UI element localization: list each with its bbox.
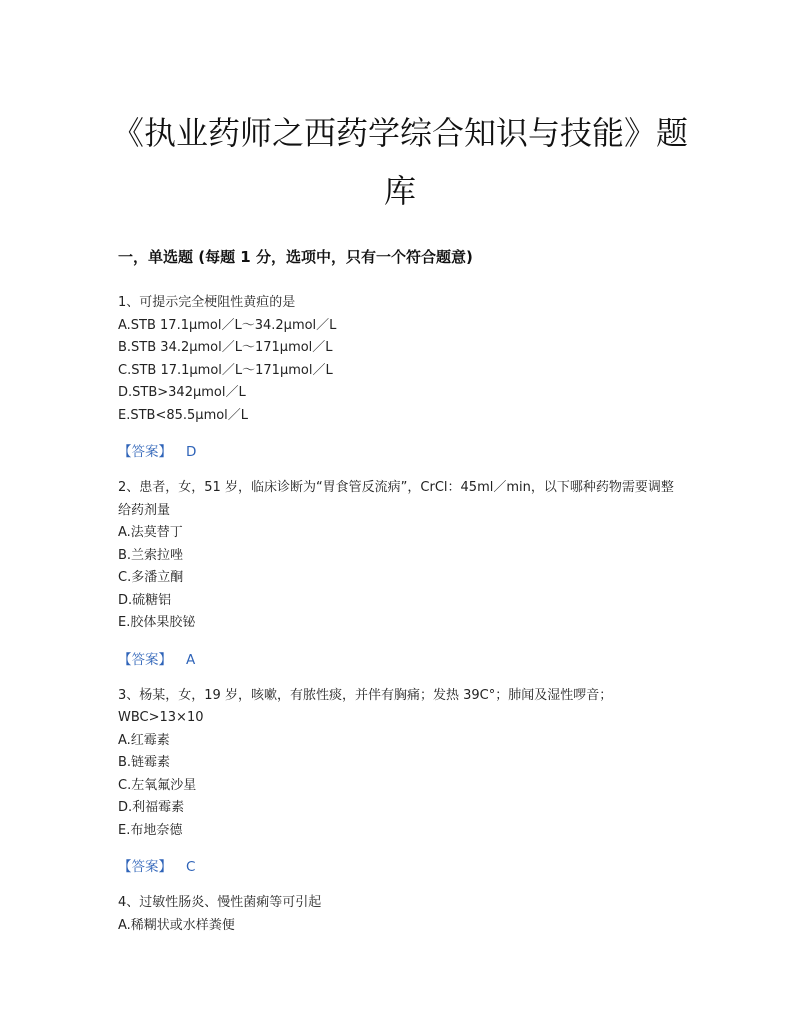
- answer-line: [118, 856, 678, 878]
- answer-option: D.硫糖铝: [118, 592, 172, 608]
- answer-option: C.STB 17.1μmol／L～171μmol／L: [118, 362, 333, 378]
- answer-option: D.STB>342μmol／L: [118, 385, 246, 400]
- answer-value: A: [186, 651, 196, 668]
- answer-option: B.链霉素: [118, 755, 171, 770]
- page-title: 《执业药师之西药学综合知识与技能》题库: [111, 114, 688, 210]
- answer-value: C: [186, 859, 196, 875]
- question-block: [118, 892, 678, 937]
- answer-option: A.STB 17.1μmol／L～34.2μmol／L: [118, 317, 337, 333]
- answer-option: C.多潘立酮: [118, 570, 184, 585]
- answer-option: E.布地奈德: [118, 822, 183, 838]
- answer-option: E.胶体果胶铋: [118, 615, 196, 630]
- answer-option: B.兰索拉唑: [118, 547, 184, 563]
- answer-line: [118, 649, 678, 671]
- answer-option: B.STB 34.2μmol／L～171μmol／L: [118, 340, 333, 355]
- answer-value: D: [186, 444, 197, 460]
- section-heading: 一，单选题 (每题 1 分，选项中，只有一个符合题意): [118, 248, 473, 266]
- answer-label: 【答案】: [118, 859, 172, 875]
- answer-line: [118, 441, 678, 463]
- question-block: [118, 477, 678, 671]
- question-block: [118, 685, 678, 879]
- answer-option: A.红霉素: [118, 732, 170, 748]
- answer-label: 【答案】: [118, 651, 172, 668]
- question-stem: 3、杨某，女，19 岁，咳嗽，有脓性痰，并伴有胸痛；发热 39C°；肺闻及湿性啰音；WBC>13×10: [118, 687, 613, 725]
- question-stem: 1、可提示完全梗阻性黄疸的是: [118, 295, 296, 310]
- question-stem: 2、患者，女，51 岁，临床诊断为“胃食管反流病”，CrCl：45ml／min，以下哪种药物需要调整给药剂量: [118, 480, 674, 518]
- question-block: [118, 292, 678, 463]
- answer-option: E.STB<85.5μmol／L: [118, 407, 249, 423]
- answer-label: 【答案】: [118, 444, 172, 460]
- answer-option: D.利福霉素: [118, 800, 185, 815]
- question-stem: 4、过敏性肠炎、慢性菌痢等可引起: [118, 895, 322, 910]
- answer-option: C.左氧氟沙星: [118, 777, 197, 793]
- question-list: [118, 292, 678, 937]
- answer-option: A.稀糊状或水样粪便: [118, 917, 235, 933]
- answer-option: A.法莫替丁: [118, 525, 183, 540]
